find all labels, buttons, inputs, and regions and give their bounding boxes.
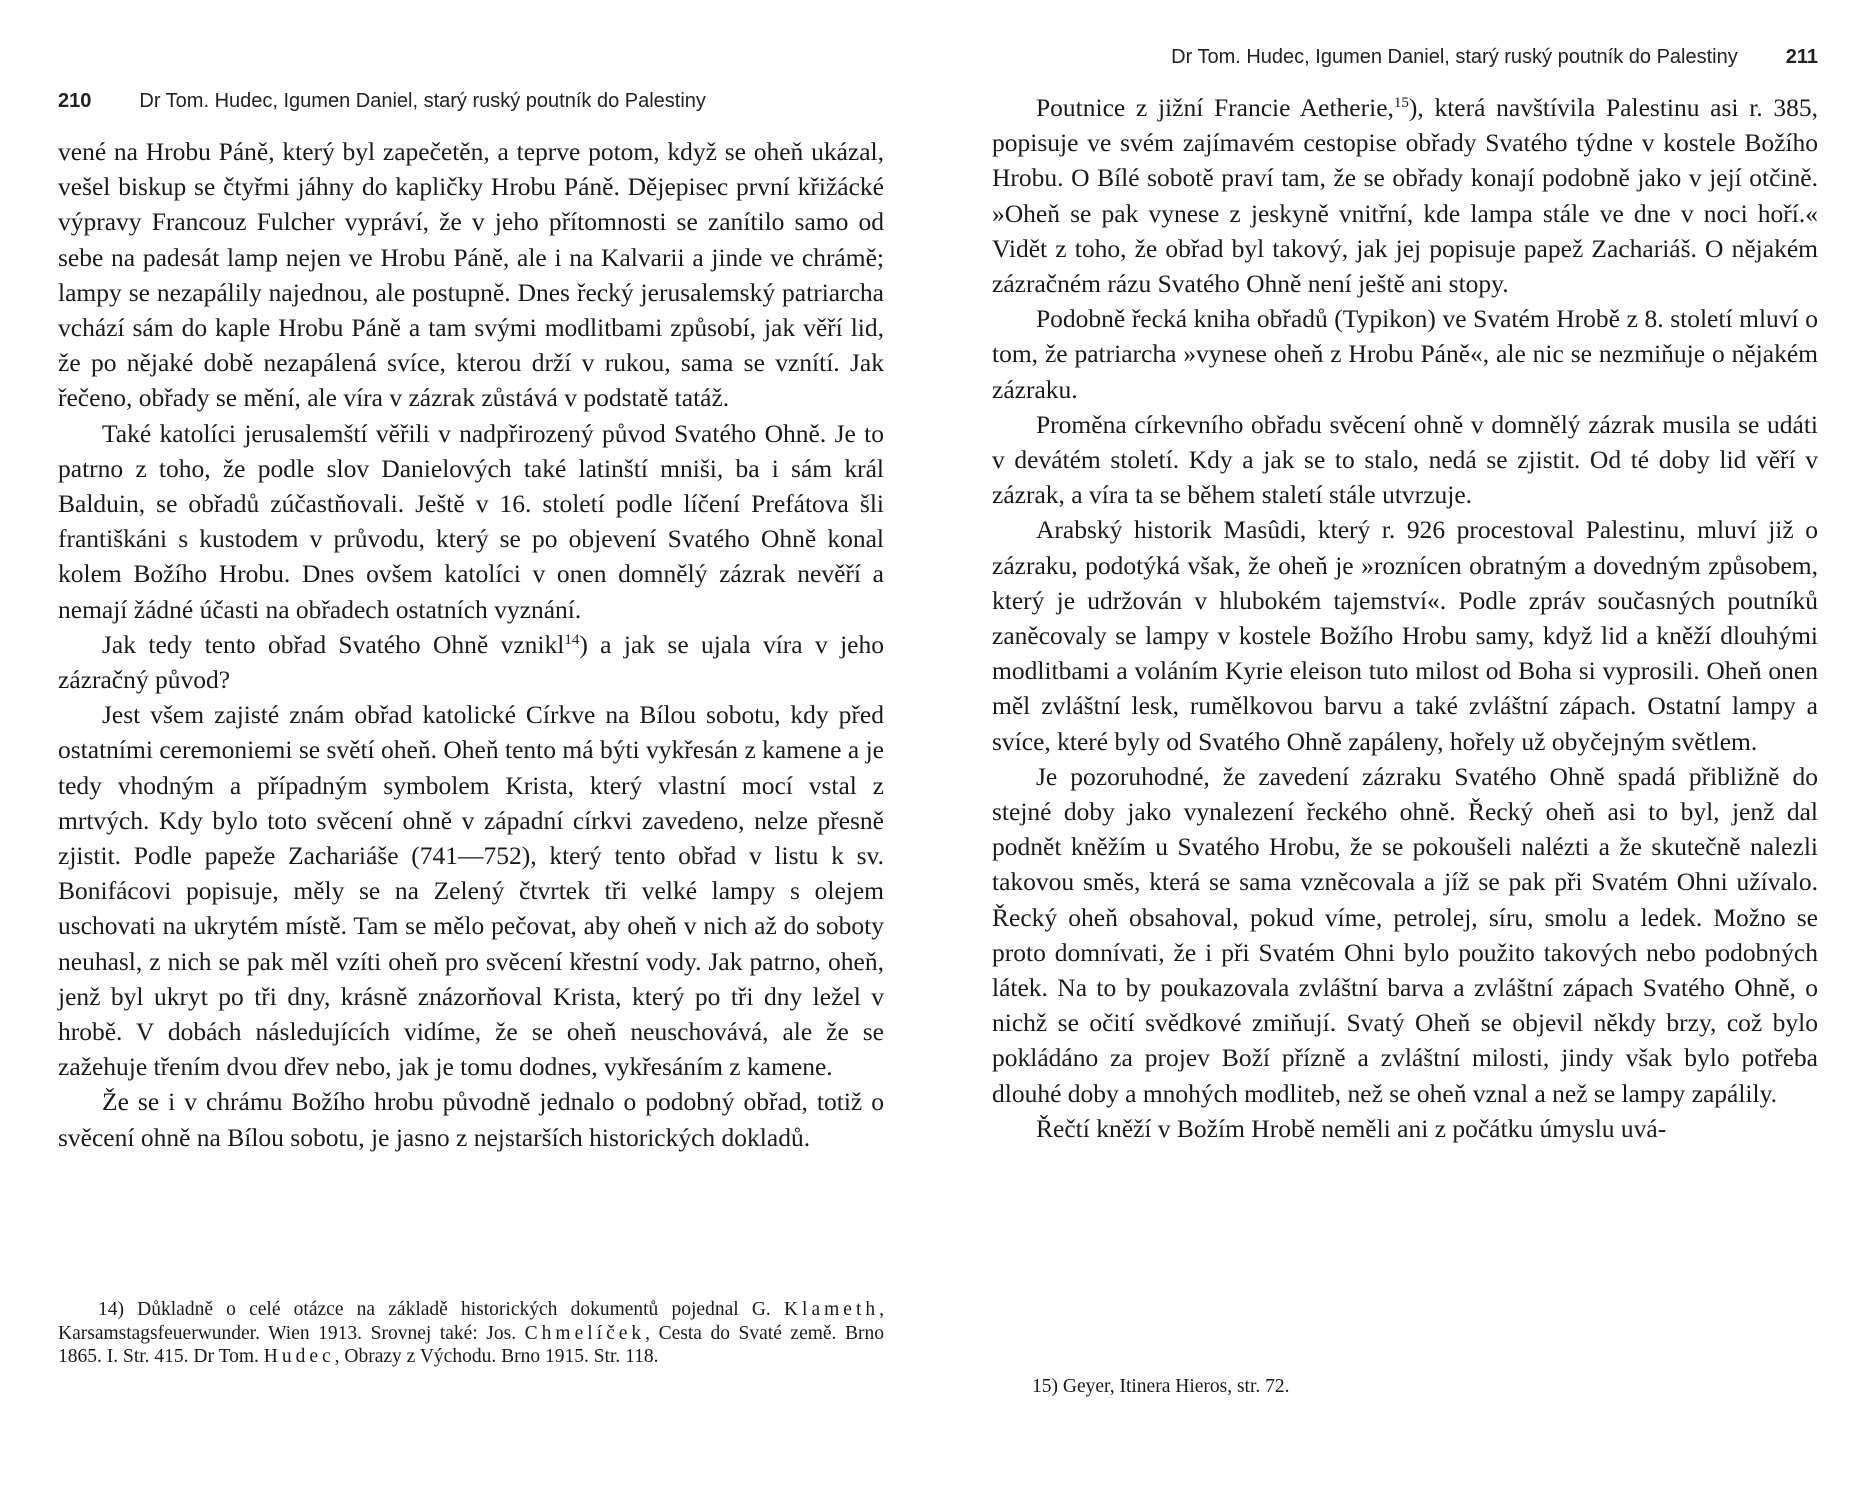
paragraph: Také katolíci jerusalemští věřili v nadpřirozený původ Svatého Ohně. Je to patrno z toho, že podle slov Danielových také latinští mniši, ba i sám král Balduin, se obřadů zúčastňovali. Ještě v 16. století podle líčení Prefátova šli františkáni s kustodem v průvodu, který se po objevení Svatého Ohně konal kolem Božího Hrobu. Dnes ovšem katolíci v onen domnělý zázrak nevěří a nemají žádné účasti na obřadech ostatních vyznání.: [58, 418, 884, 624]
right-body-text: [992, 90, 1818, 1146]
author-name: Chmelíček: [524, 1322, 646, 1344]
footnote-text: ) Důkladně o celé otázce na základě historických dokumentů pojednal G.: [117, 1299, 784, 1320]
author-name: Klameth: [783, 1299, 880, 1320]
paragraph: vené na Hrobu Páně, který byl zapečetěn, a teprve potom, když se oheň ukázal, vešel biskup se čtyřmi jáhny do kapličky Hrobu Páně. Dějepisec první křižácké výpravy Francouz Fulcher vypráví, že v jeho přítomnosti se zanítilo samo od sebe na padesát lamp nejen ve Hrobu Páně, ale i na Kalvarii a jinde ve chrámě; lampy se nezapálily najednou, ale postupně. Dnes řecký jerusalemský patriarcha vchází sám do kaple Hrobu Páně a tam svými modlitbami způsobí, jak věří lid, že po nějaké době nezapálená svíce, kterou drží v rukou, sama se vznítí. Jak řečeno, obřady se mění, ale víra v zázrak zůstává v podstatě tatáž.: [58, 137, 884, 413]
paragraph: [992, 90, 1818, 301]
footnote-text: ) Geyer, Itinera Hieros, str. 72.: [1051, 1376, 1290, 1397]
page-number: 211: [1785, 46, 1818, 68]
paragraph: Řečtí kněží v Božím Hrobě neměli ani z počátku úmyslu uvá-: [1036, 1113, 1667, 1143]
footnote: [992, 1375, 1818, 1399]
footnote-ref: 14: [564, 631, 580, 648]
footnote-marker: 15: [1032, 1376, 1052, 1397]
footnote-marker: 14: [98, 1299, 118, 1320]
paragraph: Arabský historik Masûdi, který r. 926 procestoval Palestinu, mluví již o zázraku, podotýká však, že oheň je »roznícen obratným a dovedným způsobem, který je udržován v hlubokém tajemství«. Podle zpráv současných poutníků zaněcovaly se lampy v kostele Božího Hrobu samy, když lid a kněží dlouhými modlitbami a voláním Kyrie eleison tuto milost od Boha si vyprosili. Oheň onen měl zvláštní lesk, rumělkovou barvu a také zvláštní zápach. Ostatní lampy a svíce, které byly od Svatého Ohně zapáleny, hořely už obyčejným světlem.: [992, 515, 1818, 756]
paragraph-text: Poutnice z jižní Francie Aetherie,: [1036, 93, 1394, 122]
paragraph: Jest všem zajisté znám obřad katolické Církve na Bílou sobotu, kdy před ostatními ceremoniemi se světí oheň. Oheň tento má býti vykřesán z kamene a je tedy vhodným a případným symbolem Krista, který vlastní mocí vstal z mrtvých. Kdy bylo toto svěcení ohně v západní církvi zavedeno, nelze přesně zjistit. Podle papeže Zachariáše (741—752), který tento obřad v listu k sv. Bonifácovi popisuje, měly se na Zelený čtvrtek tři velké lampy s olejem uschovati na ukrytém místě. Tam se mělo pečovat, aby oheň v nich až do soboty neuhasl, z nich se pak měl vzíti oheň pro svěcení křestní vody. Jak patrno, oheň, jenž byl ukryt po tři dny, krásně znázorňoval Krista, který po tři dny ležel v hrobě. V dobách následujících vidíme, že se oheň neuschovává, ale že se zažehuje třením dvou dřev nebo, jak je tomu dodnes, vykřesáním z kamene.: [58, 700, 884, 1082]
left-page: [58, 0, 884, 1367]
running-head-title: Dr Tom. Hudec, Igumen Daniel, starý ruský poutník do Palestiny: [139, 90, 706, 112]
paragraph: Proměna církevního obřadu svěcení ohně v domnělý zázrak musila se udáti v devátém století. Kdy a jak se to stalo, nedá se zjistit. Od té doby lid věří v zázrak, a víra ta se během staletí stále utvrzuje.: [992, 409, 1818, 510]
footnote-ref: 15: [1393, 95, 1409, 111]
left-body-text: [58, 134, 884, 1155]
right-running-head: [992, 46, 1818, 80]
page-number: 210: [58, 90, 92, 112]
footnote-text: , Cesta do Svaté země. Brno 1865. I. Str. 415. Dr Tom.: [58, 1322, 884, 1367]
paragraph: Že se i v chrámu Božího hrobu původně jednalo o podobný obřad, totiž o svěcení ohně na Bílou sobotu, je jasno z nejstarších historických dokladů.: [58, 1087, 884, 1152]
footnote-text: , Karsamstagsfeuerwunder. Wien 1913. Srovnej také: Jos.: [58, 1299, 884, 1344]
paragraph: [58, 627, 884, 697]
author-name: Hudec: [263, 1346, 335, 1367]
left-running-head: [58, 90, 884, 124]
footnote-text: , Obrazy z Východu. Brno 1915. Str. 118.: [334, 1346, 659, 1367]
right-page: [992, 0, 1819, 1397]
paragraph-text: ) a jak se ujala víra v jeho zázračný původ?: [58, 629, 884, 695]
paragraph-text: ), která navštívila Palestinu asi r. 385, popisuje ve svém zajímavém cestopise obřady Svatého týdne v kostele Božího Hrobu. O Bílé sobotě praví tam, že se obřady konají podobně jako v její otčině. »Oheň se pak vynese z jeskyně vnitřní, kde lampa stále ve dne v noci hoří.« Vidět z toho, že obřad byl takový, jak jej popisuje papež Zachariáš. O nějakém zázračném rázu Svatého Ohně není ještě ani stopy.: [992, 93, 1819, 299]
footnote: [58, 1298, 884, 1369]
paragraph: Podobně řecká kniha obřadů (Typikon) ve Svatém Hrobě z 8. století mluví o tom, že patriarcha »vynese oheň z Hrobu Páně«, ale nic se nezmiňuje o nějakém zázraku.: [992, 304, 1818, 404]
paragraph-text: Jak tedy tento obřad Svatého Ohně vznikl: [102, 629, 565, 659]
paragraph: Je pozoruhodné, že zavedení zázraku Svatého Ohně spadá přibližně do stejné doby jako vynalezení řeckého ohně. Řecký oheň asi to byl, jenž dal podnět kněžím u Svatého Hrobu, že se pokoušeli nalézti a že skutečně nalezli takovou směs, která se sama vzněcovala a jíž se pak při Svatém Ohni užívalo. Řecký oheň obsahoval, pokud víme, petrolej, síru, smolu a ledek. Možno se proto domnívati, že i při Svatém Ohni bylo použito takových nebo podobných látek. Na to by poukazovala zvláštní barva a zvláštní zápach Svatého Ohně, o nichž se očití svědkové zmiňují. Svatý Oheň se objevil někdy brzy, což bylo pokládáno za projev Boží přízně a zvláštní milosti, jindy však bylo potřeba dlouhé doby a mnohých modliteb, než se oheň vznal a než se lampy zapálily.: [992, 761, 1818, 1108]
running-head-title: Dr Tom. Hudec, Igumen Daniel, starý ruský poutník do Palestiny: [1171, 46, 1738, 68]
